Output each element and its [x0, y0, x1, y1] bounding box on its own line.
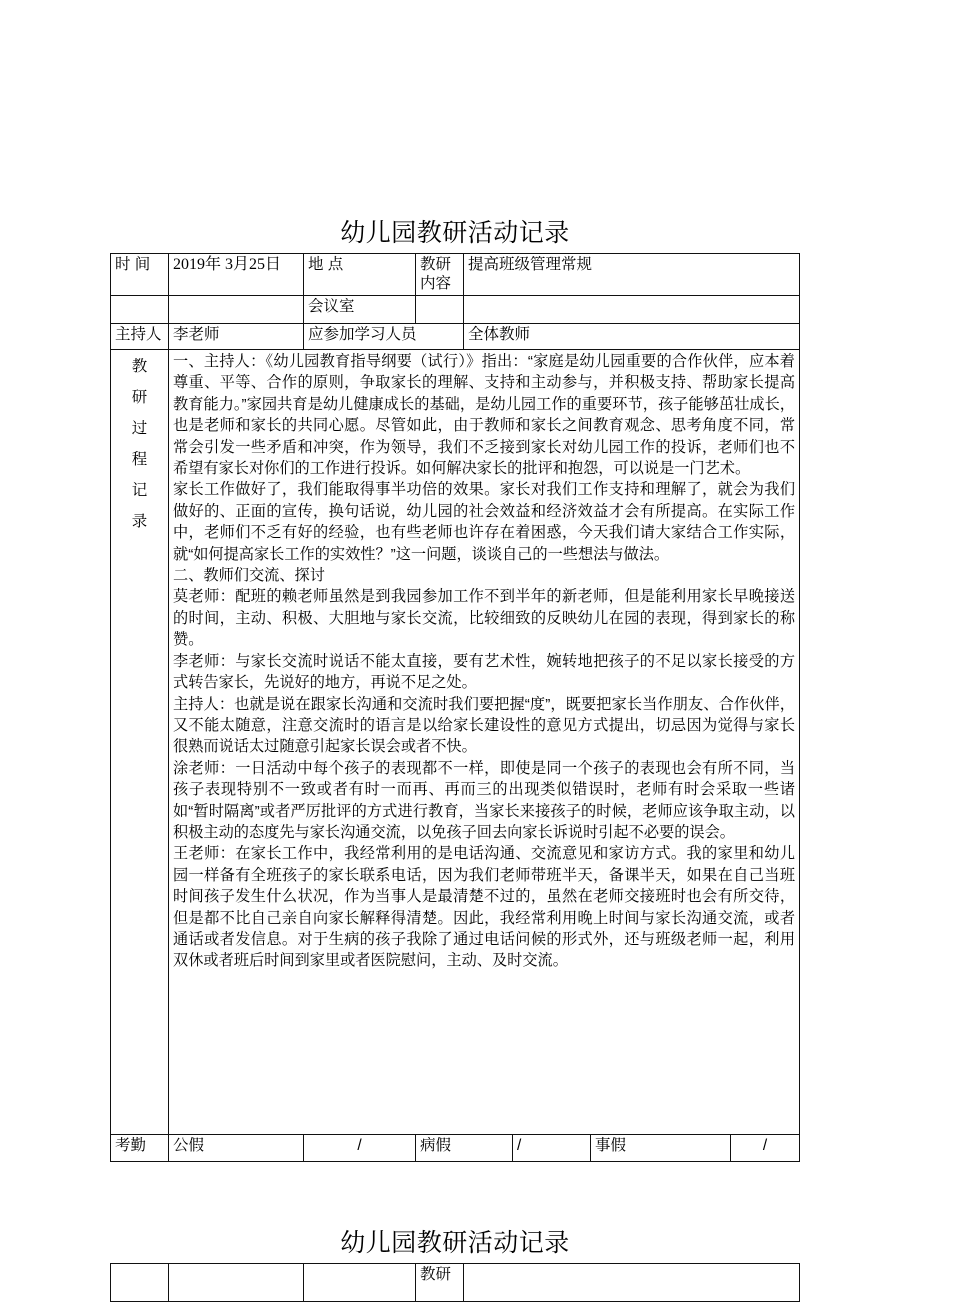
- next-topic-label: 教研: [416, 1264, 464, 1302]
- process-label-char: 录: [131, 513, 148, 530]
- time-label: 时 间: [111, 254, 169, 296]
- host-value: 李老师: [169, 324, 304, 350]
- process-paragraph: 家长工作做好了，我们能取得事半功倍的效果。家长对我们工作支持和理解了，就会为我们做好的、正面的宣传，换句话说，幼儿园的社会效益和经济效益才会有所提高。在实际工作中，老师们不乏有好的经验，也有些老师也许存在着困惑，今天我们请大家结合工作实际，就“如何提高家长工作的实效性？”这一问题，谈谈自己的一些想法与做法。: [173, 481, 795, 563]
- topic-label-continued: [416, 296, 464, 324]
- host-label: 主持人: [111, 324, 169, 350]
- page-title: 幼儿园教研活动记录: [340, 219, 570, 247]
- time-label-continued: [111, 296, 169, 324]
- process-label-char: 教: [131, 358, 148, 375]
- table-row: [111, 350, 800, 1136]
- attendance-key-public: 公假: [169, 1135, 304, 1162]
- attendance-value-public: /: [304, 1135, 416, 1162]
- process-paragraph: 主持人：也就是说在跟家长沟通和交流时我们要把握“度”，既要把家长当作朋友、合作伙伴，又不能太随意，注意交流时的语言是以给家长建设性的意见方式提出，切忌因为觉得与家长很熟而说话太过随意引起家长误会或者不快。: [173, 695, 795, 756]
- attendance-value-personal: /: [731, 1135, 800, 1162]
- next-page-title: 幼儿园教研活动记录: [340, 1229, 570, 1257]
- next-meeting-record-document: [110, 1228, 800, 1302]
- topic-value: 提高班级管理常规: [464, 254, 800, 296]
- place-value: 会议室: [304, 296, 416, 324]
- attendance-table: [110, 1134, 800, 1162]
- process-paragraph: 王老师：在家长工作中，我经常利用的是电话沟通、交流意见和家访方式。我的家里和幼儿园一样备有全班孩子的家长联系电话，因为我们老师带班半天，备课半天，如果在自己当班时间孩子发生什么状况，作为当事人是最清楚不过的，虽然在老师交接班时也会有所交待，但是都不比自己亲自向家长解释得清楚。因此，我经常利用晚上时间与家长沟通交流，或者通话或者发信息。对于生病的孩子我除了通过电话问候的形式外，还与班级老师一起，利用双休或者班后时间到家里或者医院慰问，主动、及时交流。: [173, 845, 795, 970]
- process-paragraph: 一、主持人：《幼儿园教育指导纲要（试行）》指出：“家庭是幼儿园重要的合作伙伴，应本着尊重、平等、合作的原则，争取家长的理解、支持和主动参与，并积极支持、帮助家长提高教育能力。”家园共育是幼儿健康成长的基础，是幼儿园工作的重要环节，孩子能够茁壮成长，也是老师和家长的共同心愿。尽管如此，由于教师和家长之间教育观念、思考角度不同，常常会引发一些矛盾和冲突，作为领导，我们不乏接到家长对幼儿园工作的投诉，老师们也不希望有家长对你们的工作进行投诉。如何解决家长的批评和抱怨，可以说是一门艺术。: [173, 353, 795, 478]
- process-paragraph: 李老师：与家长交流时说话不能太直接，要有艺术性，婉转地把孩子的不足以家长接受的方式转告家长，先说好的地方，再说不足之处。: [173, 652, 795, 692]
- meeting-record-table: [110, 253, 800, 1136]
- place-label: 地 点: [304, 254, 416, 296]
- process-body: [169, 350, 800, 1136]
- attendance-label: 考勤: [111, 1135, 169, 1162]
- process-label-char: 记: [131, 482, 148, 499]
- table-row: [111, 1135, 800, 1162]
- attendance-key-personal: 事假: [591, 1135, 731, 1162]
- next-topic-value: [464, 1264, 800, 1302]
- process-label: [111, 350, 169, 1136]
- topic-value-continued: [464, 296, 800, 324]
- next-time-label: [111, 1264, 169, 1302]
- next-time-value: [169, 1264, 304, 1302]
- meeting-record-document: [110, 218, 800, 1162]
- process-paragraph: 莫老师：配班的赖老师虽然是到我园参加工作不到半年的新老师，但是能利用家长早晚接送的时间，主动、积极、大胆地与家长交流，比较细致的反映幼儿在园的表现，得到家长的称赞。: [173, 588, 795, 649]
- next-place-label: [304, 1264, 416, 1302]
- process-label-char: 过: [131, 420, 148, 437]
- table-row: [111, 1264, 800, 1302]
- table-row: [111, 324, 800, 350]
- attendance-key-sick: 病假: [416, 1135, 513, 1162]
- time-value-text: 2019年 3月25日: [173, 256, 282, 273]
- time-value-continued: [169, 296, 304, 324]
- table-row: [111, 296, 800, 324]
- process-paragraph: 涂老师：一日活动中每个孩子的表现都不一样，即使是同一个孩子的表现也会有所不同，当孩子表现特别不一致或者有时一而再、再而三的出现类似错误时，老师有时会采取一些诸如“暂时隔离”或者严厉批评的方式进行教育，当家长来接孩子的时候，老师应该争取主动，以积极主动的态度先与家长沟通交流，以免孩子回去向家长诉说时引起不必要的误会。: [173, 759, 795, 841]
- process-label-char: 程: [131, 451, 148, 468]
- topic-label: 教研内容: [416, 254, 464, 296]
- table-row: [111, 254, 800, 296]
- participants-label: 应参加学习人员: [304, 324, 464, 350]
- time-value: [169, 254, 304, 296]
- process-label-char: 研: [131, 389, 148, 406]
- participants-value: 全体教师: [464, 324, 800, 350]
- attendance-value-sick: /: [513, 1135, 591, 1162]
- process-paragraph: 二、教师们交流、探讨: [173, 567, 325, 585]
- next-meeting-record-table: [110, 1263, 800, 1302]
